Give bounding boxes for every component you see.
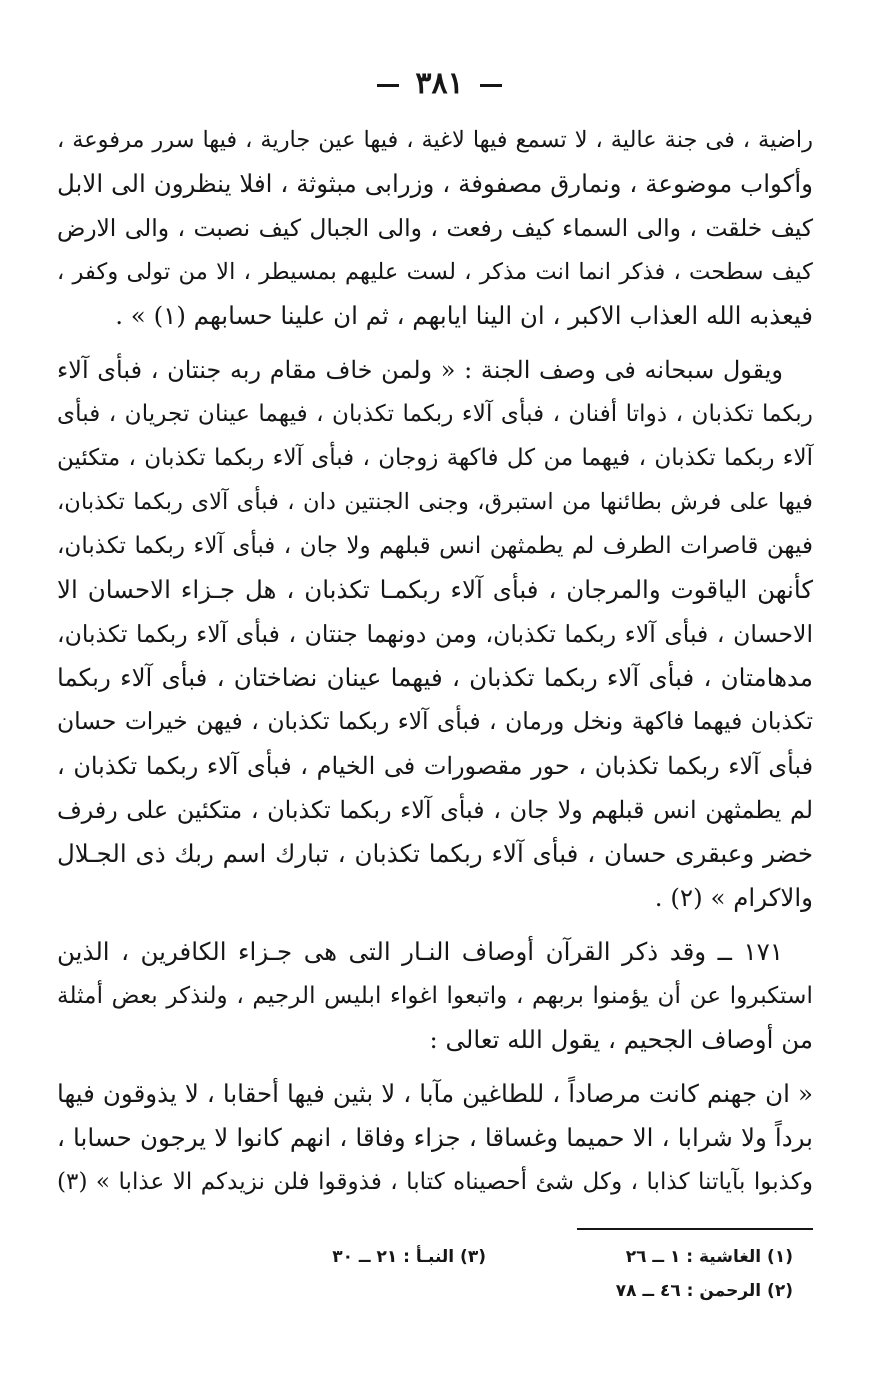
text-line: ربكما تكذبان ، ذواتا أفنان ، فبأى آلاء ربكما تكذبان ، فيهما عينان تجريان ، فبأى — [57, 400, 813, 427]
paragraph-surah-rahman — [57, 348, 813, 920]
page-number-header — [0, 66, 879, 101]
footnotes-column-left — [166, 1240, 486, 1274]
header-dash-left — [377, 84, 399, 87]
footnote-2: (٢) الرحمن : ٤٦ ــ ٧٨ — [615, 1281, 793, 1301]
footnote-divider — [577, 1228, 813, 1230]
text-line: من أوصاف الجحيم ، يقول الله تعالى : — [429, 1025, 813, 1054]
text-line: كيف سطحت ، فذكر انما انت مذكر ، لست عليهم بمسيطر ، الا من تولى وكفر ، — [57, 259, 813, 285]
text-line: « ان جهنم كانت مرصاداً ، للطاغين مآبا ، لا بثين فيها أحقابا ، لا يذوقون فيها — [57, 1079, 813, 1108]
text-line: برداً ولا شرابا ، الا حميما وغساقا ، جزاء وفاقا ، انهم كانوا لا يرجون حسابا ، — [57, 1123, 813, 1152]
text-line: آلاء ربكما تكذبان ، فيهما من كل فاكهة زوجان ، فبأى آلاء ربكما تكذبان ، متكئين — [57, 445, 813, 471]
text-line: خضر وعبقرى حسان ، فبأى آلاء ربكما تكذبان ، تبارك اسم ربك ذى الجـلال — [57, 839, 813, 868]
text-line: لم يطمثهن انس قبلهم ولا جان ، فبأى آلاء ربكما تكذبان ، متكئين على رفرف — [57, 796, 813, 824]
text-line: والاكرام » (٢) . — [654, 883, 813, 912]
text-line: راضية ، فى جنة عالية ، لا تسمع فيها لاغية ، فيها عين جارية ، فيها سرر مرفوعة ، — [57, 127, 813, 153]
footnote-1: (١) الغاشية : ١ ــ ٢٦ — [625, 1247, 793, 1267]
footnotes — [66, 1240, 813, 1310]
page-number: ٣٨١ — [415, 66, 464, 101]
body-text — [57, 118, 813, 1204]
text-line: الاحسان ، فبأى آلاء ربكما تكذبان، ومن دونهما جنتان ، فبأى آلاء ربكما تكذبان، — [57, 620, 813, 648]
text-line: فيعذبه الله العذاب الاكبر ، ان الينا ايابهم ، ثم ان علينا حسابهم (١) » . — [115, 301, 813, 330]
text-line: كأنهن الياقوت والمرجان ، فبأى آلاء ربكمـا تكذبان ، هل جـزاء الاحسان الا — [57, 575, 813, 604]
text-line: استكبروا عن أن يؤمنوا بربهم ، واتبعوا اغواء ابليس الرجيم ، ولنذكر بعض أمثلة — [57, 982, 813, 1009]
paragraph-surah-ghashiya — [57, 118, 813, 338]
paragraph-section-171 — [57, 930, 813, 1062]
footnote-3: (٣) النبـأ : ٢١ ــ ٣٠ — [332, 1247, 486, 1267]
text-line: كيف خلقت ، والى السماء كيف رفعت ، والى الجبال كيف نصبت ، والى الارض — [57, 214, 813, 242]
paragraph-surah-naba — [57, 1072, 813, 1204]
text-line: تكذبان فيهما فاكهة ونخل ورمان ، فبأى آلاء ربكما تكذبان ، فيهن خيرات حسان — [57, 708, 813, 735]
text-line: ويقول سبحانه فى وصف الجنة : « ولمن خاف مقام ربه جنتان ، فبأى آلاء — [57, 356, 783, 384]
text-line: ١٧١ ــ وقد ذكر القرآن أوصاف النـار التى هى جـزاء الكافرين ، الذين — [57, 937, 783, 966]
header-dash-right — [480, 84, 502, 87]
text-line: وأكواب موضوعة ، ونمارق مصفوفة ، وزرابى مبثوثة ، افلا ينظرون الى الابل — [57, 169, 813, 198]
text-line: فيهن قاصرات الطرف لم يطمثهن انس قبلهم ولا جان ، فبأى آلاء ربكما تكذبان، — [57, 533, 813, 559]
text-line: فبأى آلاء ربكما تكذبان ، حور مقصورات فى الخيام ، فبأى آلاء ربكما تكذبان ، — [57, 752, 813, 780]
text-line: مدهامتان ، فبأى آلاء ربكما تكذبان ، فيهما عينان نضاختان ، فبأى آلاء ربكما — [57, 663, 813, 692]
footnotes-column-right — [473, 1240, 793, 1308]
text-line: وكذبوا بآياتنا كذابا ، وكل شئ أحصيناه كتابا ، فذوقوا فلن نزيدكم الا عذابا » (٣) — [57, 1169, 813, 1195]
text-line: فيها على فرش بطائنها من استبرق، وجنى الجنتين دان ، فبأى آلاى ربكما تكذبان، — [57, 489, 813, 515]
